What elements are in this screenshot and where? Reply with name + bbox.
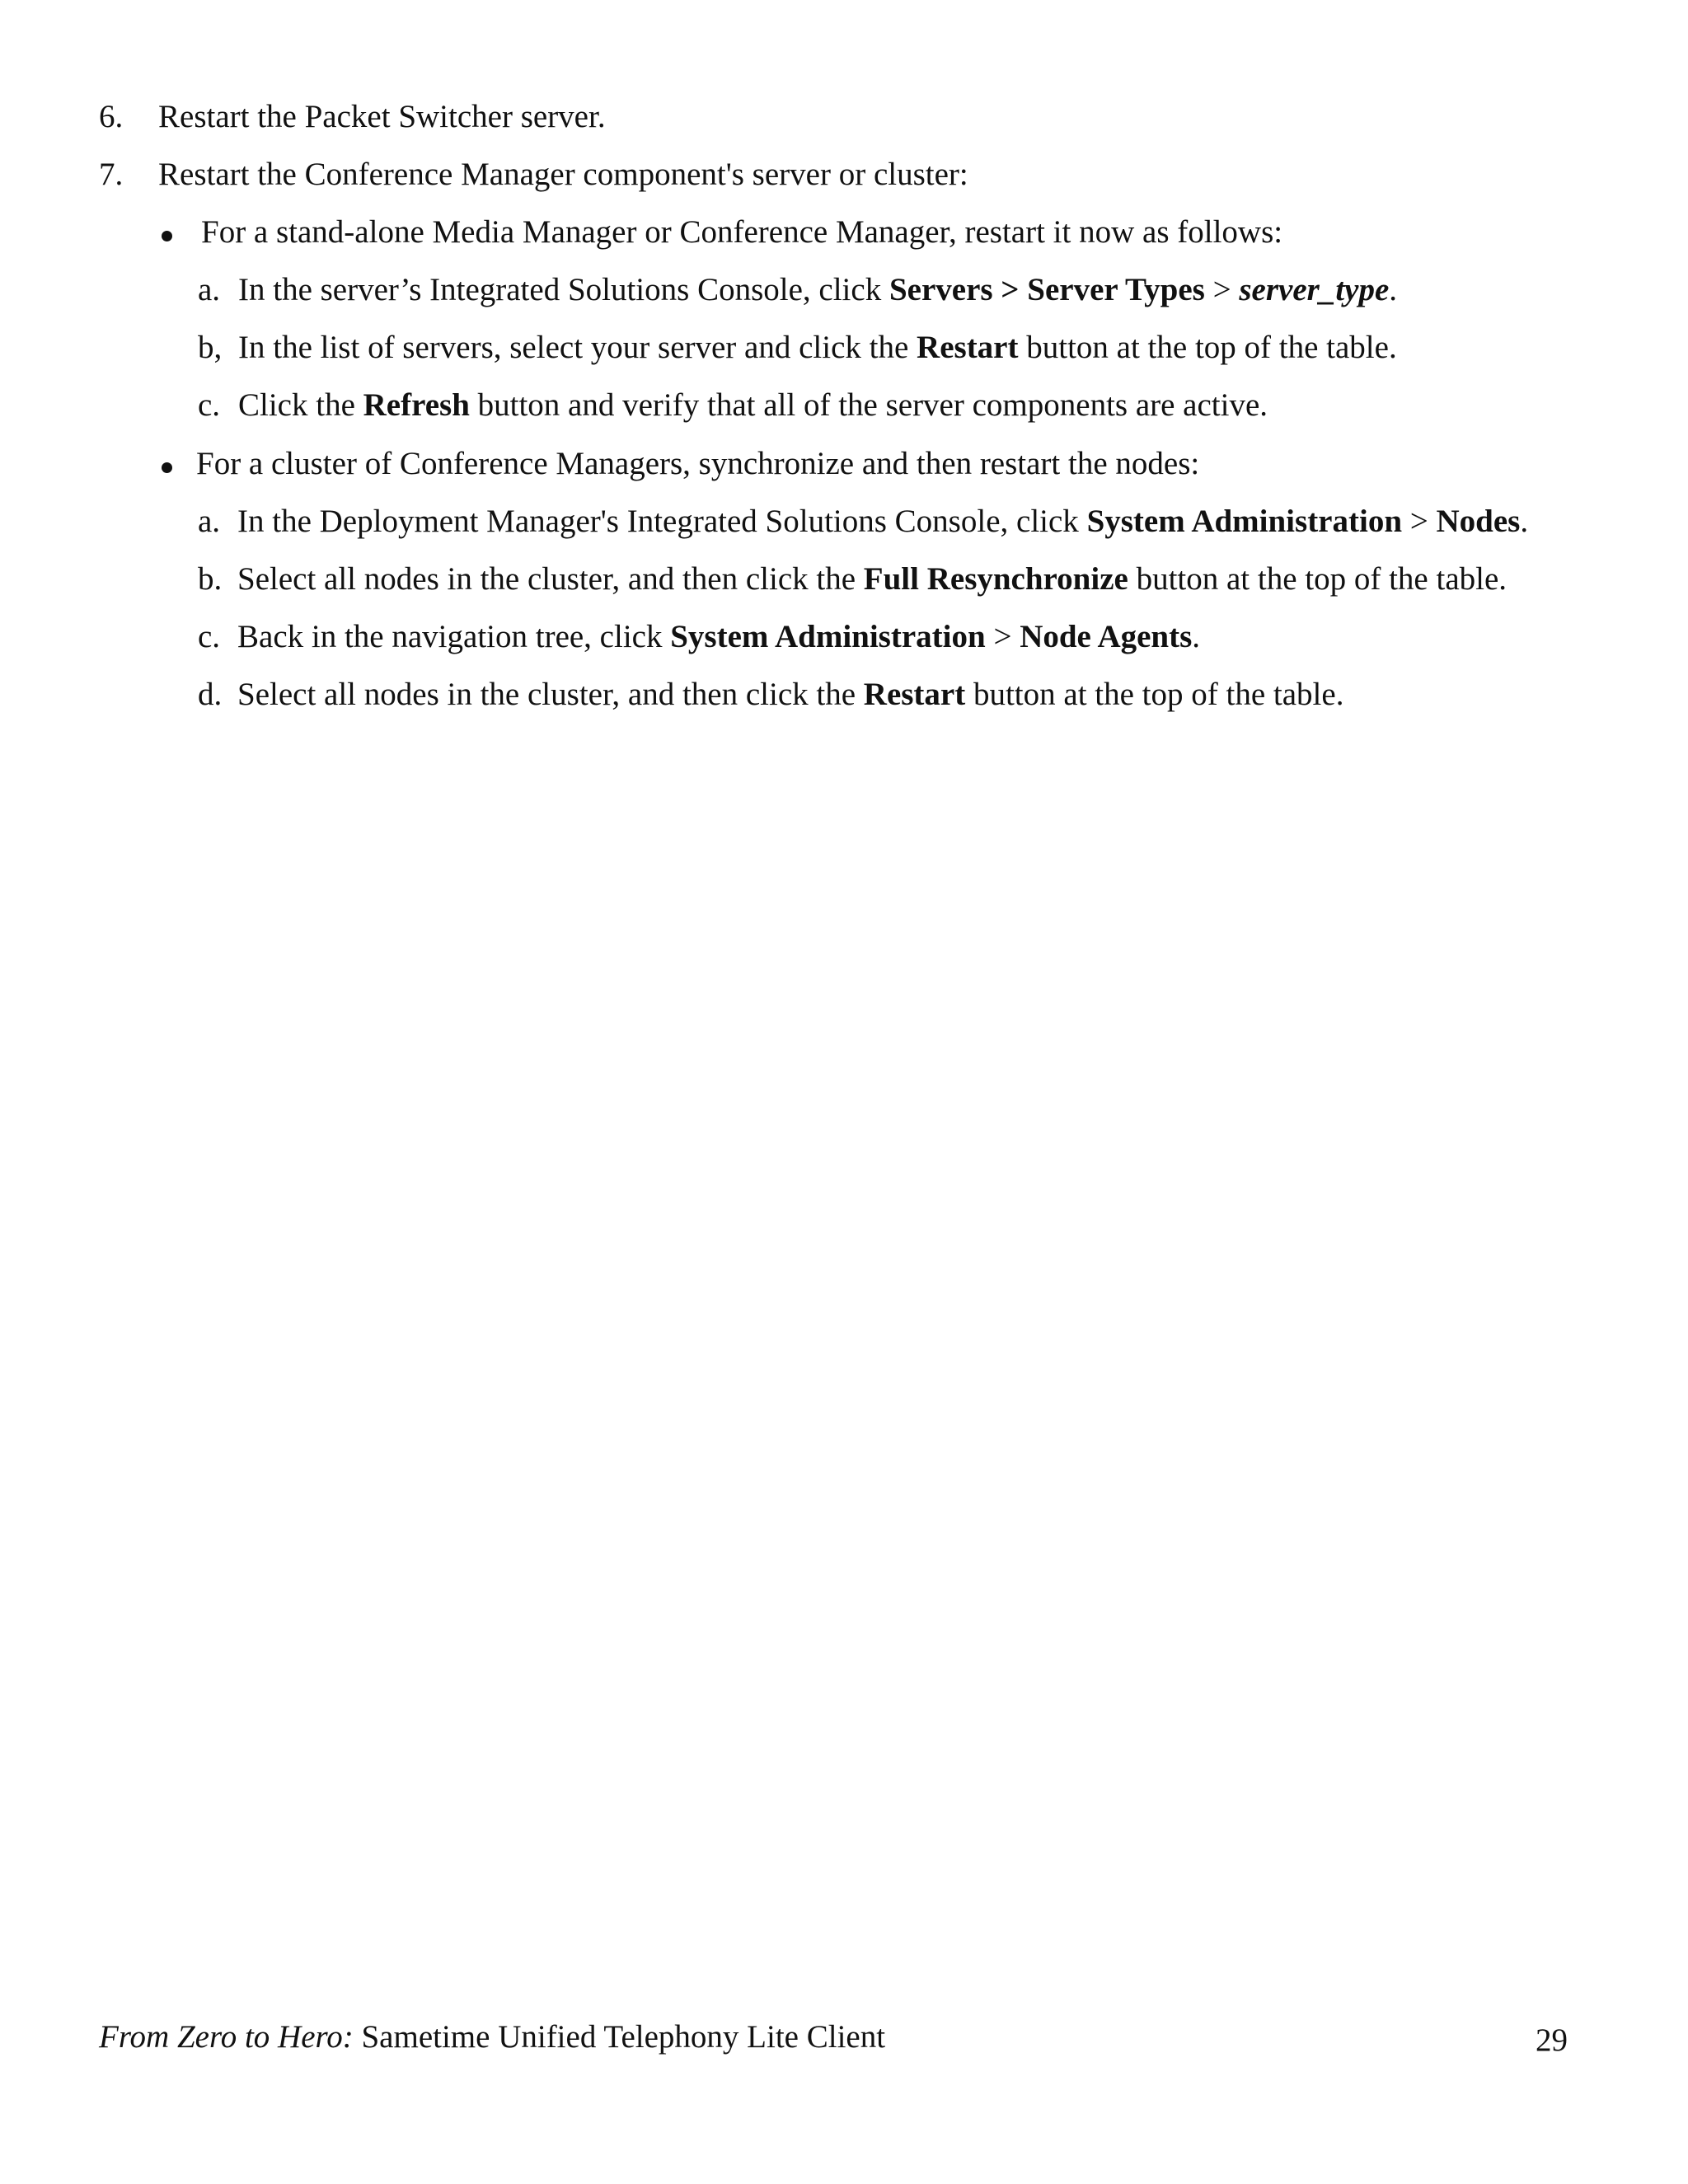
substep-marker: d.: [198, 677, 223, 712]
substep-text: In the Deployment Manager's Integrated Solutions Console, click: [237, 504, 1087, 539]
footer-title-rest: Sametime Unified Telephony Lite Client: [353, 2019, 886, 2055]
step-marker: 6.: [99, 99, 124, 134]
substep-marker: a.: [198, 272, 221, 307]
substep-text-post: button at the top of the table.: [1128, 561, 1507, 597]
substep-standalone-a: [238, 270, 1397, 310]
step-7-text: Restart the Conference Manager component's server or cluster:: [158, 157, 968, 192]
system-administration-label: System Administration: [1086, 504, 1403, 539]
substep-text: Back in the navigation tree, click: [237, 619, 671, 654]
full-resynchronize-label: Full Resynchronize: [863, 561, 1128, 597]
substep-marker: a.: [198, 504, 221, 539]
substep-text: Select all nodes in the cluster, and then click the: [237, 677, 864, 712]
footer-title: [99, 2018, 885, 2057]
menu-path: Servers > Server Types: [889, 272, 1205, 307]
period: .: [1192, 619, 1201, 654]
bullet-cluster-text: For a cluster of Conference Managers, synchronize and then restart the nodes:: [196, 446, 1200, 481]
node-agents-label: Node Agents: [1020, 619, 1193, 654]
substep-text: In the list of servers, select your server and click the: [238, 330, 917, 365]
period: .: [1389, 272, 1398, 307]
substep-cluster-a: [237, 502, 1528, 541]
substep-marker: c.: [198, 619, 221, 654]
bullet-icon: [162, 462, 172, 473]
substep-marker: b.: [198, 561, 223, 597]
refresh-label: Refresh: [363, 387, 470, 423]
restart-label: Restart: [863, 677, 966, 712]
substep-cluster-c: [237, 617, 1200, 657]
substep-cluster-b: [237, 560, 1507, 599]
separator: >: [1204, 272, 1240, 307]
substep-marker: b,: [198, 330, 223, 365]
substep-text: Click the: [238, 387, 363, 423]
substep-cluster-d: [237, 675, 1343, 715]
server-type-placeholder: server_type: [1239, 272, 1390, 307]
nodes-label: Nodes: [1436, 504, 1521, 539]
system-administration-label: System Administration: [670, 619, 986, 654]
footer-title-italic: From Zero to Hero:: [99, 2019, 354, 2055]
separator: >: [985, 619, 1020, 654]
step-7: [99, 155, 123, 194]
bullet-standalone-text: For a stand-alone Media Manager or Conference Manager, restart it now as follows:: [201, 214, 1283, 250]
substep-text: Select all nodes in the cluster, and then click the: [237, 561, 864, 597]
substep-standalone-c: [238, 386, 1268, 425]
substep-text: In the server’s Integrated Solutions Console, click: [238, 272, 889, 307]
substep-marker: c.: [198, 387, 221, 423]
restart-label: Restart: [917, 330, 1019, 365]
substep-text-post: button at the top of the table.: [965, 677, 1344, 712]
step-6: [99, 97, 123, 137]
page-number: 29: [1536, 2022, 1568, 2058]
step-marker: 7.: [99, 157, 124, 192]
bullet-icon: [162, 231, 172, 241]
substep-text-post: button at the top of the table.: [1018, 330, 1397, 365]
step-6-text: Restart the Packet Switcher server.: [158, 99, 606, 134]
substep-standalone-b: [238, 328, 1397, 368]
period: .: [1520, 504, 1529, 539]
substep-text-post: button and verify that all of the server components are active.: [469, 387, 1268, 423]
separator: >: [1402, 504, 1437, 539]
